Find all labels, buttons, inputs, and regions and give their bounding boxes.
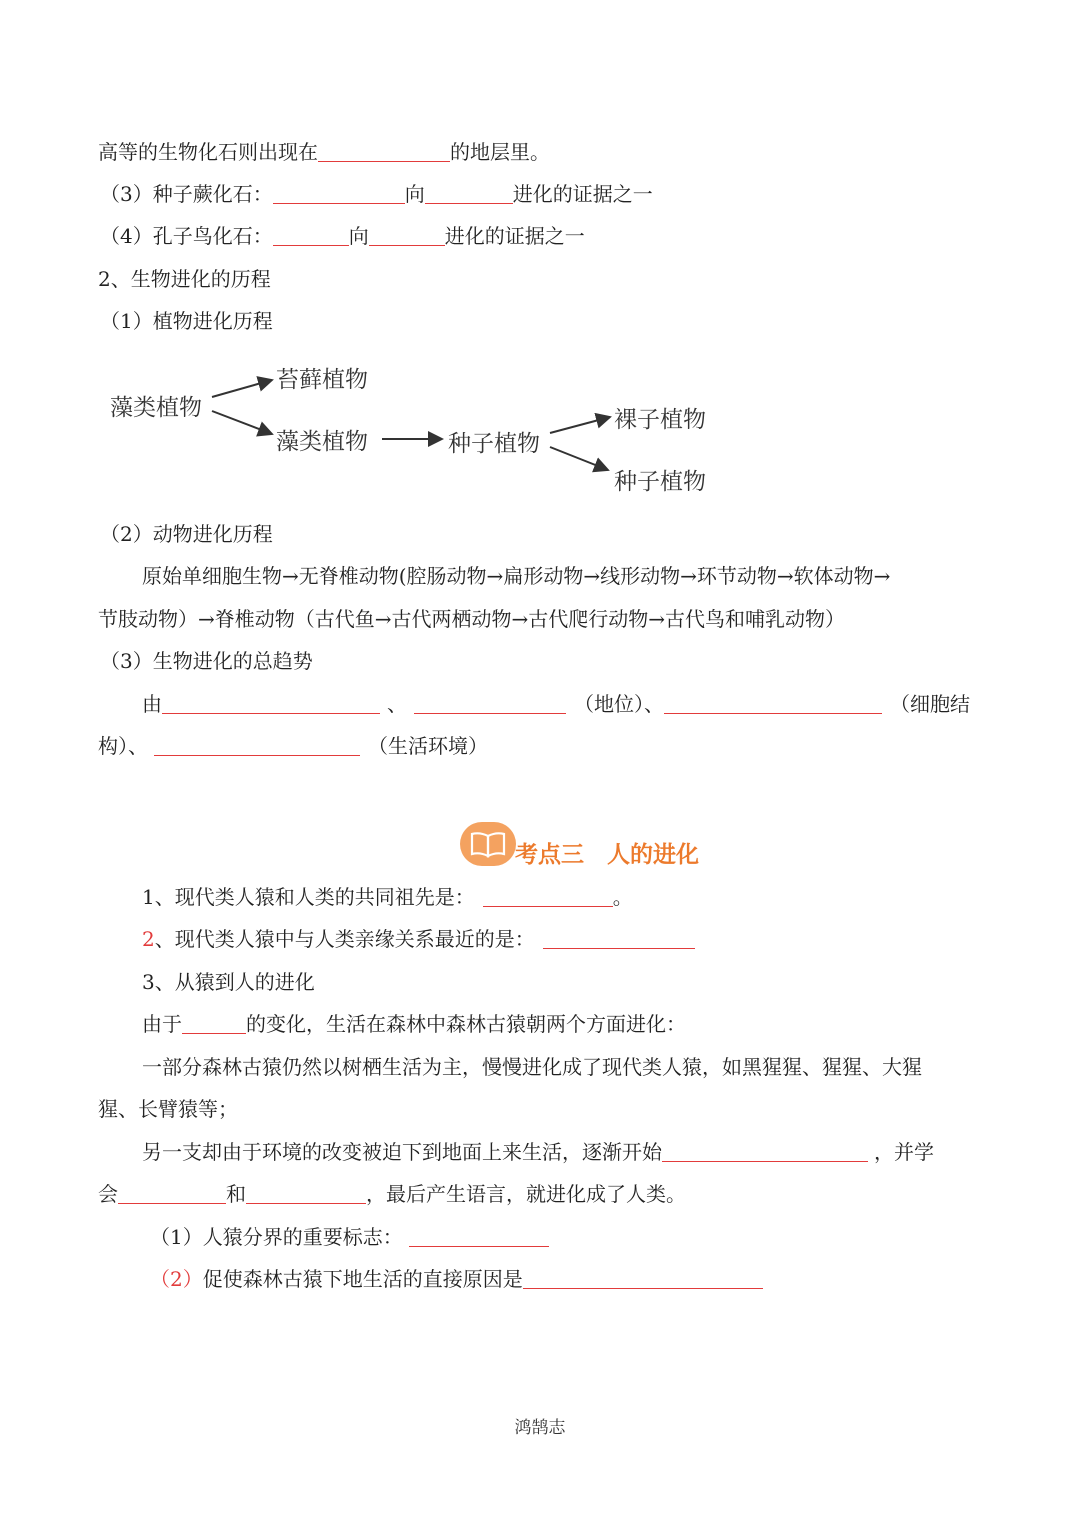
diagram-root-label: 藻类植物 bbox=[110, 395, 202, 421]
blank-field[interactable] bbox=[409, 1226, 549, 1247]
plant-evolution-diagram bbox=[100, 355, 740, 505]
text: 向 bbox=[404, 182, 425, 206]
arrow-to-gymno bbox=[550, 417, 610, 433]
q3-line: 3、从猿到人的进化 bbox=[142, 970, 315, 994]
text: ，最后产生语言，就进化成了人类。 bbox=[366, 1182, 686, 1206]
text: 、 bbox=[387, 692, 407, 716]
diagram-fern-label: 藻类植物 bbox=[276, 429, 368, 455]
section2-title: 2、生物进化的历程 bbox=[98, 267, 271, 291]
text: （1）人猿分界的重要标志： bbox=[150, 1225, 403, 1249]
arrow-to-angio bbox=[550, 447, 608, 470]
text: （地位）、 bbox=[574, 692, 664, 716]
blank-field[interactable] bbox=[483, 886, 613, 907]
animal-line-2: 节肢动物）→脊椎动物（古代鱼→古代两栖动物→古代爬行动物→古代鸟和哺乳动物） bbox=[98, 607, 846, 631]
text: 由于 bbox=[142, 1012, 182, 1036]
question-number: （2） bbox=[150, 1267, 203, 1291]
blank-field[interactable] bbox=[662, 1141, 868, 1162]
arrow-to-fern bbox=[212, 411, 272, 434]
para-2-line-1: 一部分森林古猿仍然以树栖生活为主，慢慢进化成了现代类人猿，如黑猩猩、猩猩、大猩 bbox=[142, 1055, 922, 1079]
q2-line bbox=[142, 926, 695, 952]
text: （4）孔子鸟化石： bbox=[100, 224, 273, 248]
para-1 bbox=[142, 1011, 686, 1037]
arrow-to-moss bbox=[212, 380, 272, 397]
blank-field[interactable] bbox=[118, 1183, 226, 1204]
blank-field[interactable] bbox=[162, 693, 380, 714]
text: 的变化，生活在森林中森林古猿朝两个方面进化： bbox=[246, 1012, 686, 1036]
text: 和 bbox=[226, 1182, 246, 1206]
blank-field[interactable] bbox=[273, 225, 349, 246]
animal-line-1: 原始单细胞生物→无脊椎动物(腔肠动物→扁形动物→线形动物→环节动物→软体动物→ bbox=[142, 564, 891, 588]
trend-title: （3）生物进化的总趋势 bbox=[100, 649, 313, 673]
text: （细胞结 bbox=[890, 692, 970, 716]
page-footer: 鸿鹄志 bbox=[514, 1418, 566, 1438]
blank-field[interactable] bbox=[318, 141, 450, 162]
text: 进化的证据之一 bbox=[444, 224, 585, 248]
text: 会 bbox=[98, 1182, 118, 1206]
text: 另一支却由于环境的改变被迫下到地面上来生活，逐渐开始 bbox=[142, 1140, 662, 1164]
blank-field[interactable] bbox=[369, 225, 445, 246]
fossil-line-4 bbox=[100, 223, 585, 249]
book-icon bbox=[460, 822, 516, 866]
para-3-line-2 bbox=[98, 1181, 686, 1207]
diagram-gymno-label: 裸子植物 bbox=[614, 407, 706, 433]
text: 的地层里。 bbox=[450, 140, 550, 164]
text: （生活环境） bbox=[368, 734, 488, 758]
fossil-line-3 bbox=[100, 181, 653, 207]
text: 1、现代类人猿和人类的共同祖先是： bbox=[142, 885, 475, 909]
blank-field[interactable] bbox=[414, 693, 566, 714]
para-2-line-2: 猩、长臂猿等； bbox=[98, 1097, 238, 1121]
text: 高等的生物化石则出现在 bbox=[98, 140, 318, 164]
sub-2-line bbox=[150, 1266, 763, 1292]
text: 、现代类人猿中与人类亲缘关系最近的是： bbox=[154, 927, 535, 951]
text: 。 bbox=[612, 885, 633, 909]
blank-field[interactable] bbox=[182, 1013, 246, 1034]
blank-field[interactable] bbox=[425, 183, 513, 204]
animal-title: （2）动物进化历程 bbox=[100, 522, 273, 546]
blank-field[interactable] bbox=[273, 183, 405, 204]
diagram-moss-label: 苔藓植物 bbox=[276, 367, 368, 393]
text: 进化的证据之一 bbox=[512, 182, 653, 206]
text: 构）、 bbox=[98, 734, 148, 758]
blank-field[interactable] bbox=[154, 735, 360, 756]
text: （3）种子蕨化石： bbox=[100, 182, 273, 206]
trend-line-2 bbox=[98, 733, 488, 759]
para-3-line-1 bbox=[142, 1139, 934, 1165]
text: 由 bbox=[142, 692, 162, 716]
blank-field[interactable] bbox=[246, 1183, 366, 1204]
blank-field[interactable] bbox=[664, 693, 882, 714]
blank-field[interactable] bbox=[543, 928, 695, 949]
sub-1-line bbox=[150, 1224, 549, 1250]
text: ，并学 bbox=[874, 1140, 934, 1164]
text: 向 bbox=[348, 224, 369, 248]
diagram-seed-label: 种子植物 bbox=[448, 431, 540, 457]
trend-line-1 bbox=[142, 691, 970, 717]
section3-heading-text: 考点三 人的进化 bbox=[515, 842, 699, 868]
plant-title: （1）植物进化历程 bbox=[100, 309, 273, 333]
q1-line bbox=[142, 884, 633, 910]
blank-field[interactable] bbox=[523, 1268, 763, 1289]
text: 促使森林古猿下地生活的直接原因是 bbox=[202, 1267, 523, 1291]
question-number: 2 bbox=[142, 927, 155, 951]
diagram-angio-label: 种子植物 bbox=[614, 469, 706, 495]
fossil-line-a bbox=[98, 139, 550, 165]
